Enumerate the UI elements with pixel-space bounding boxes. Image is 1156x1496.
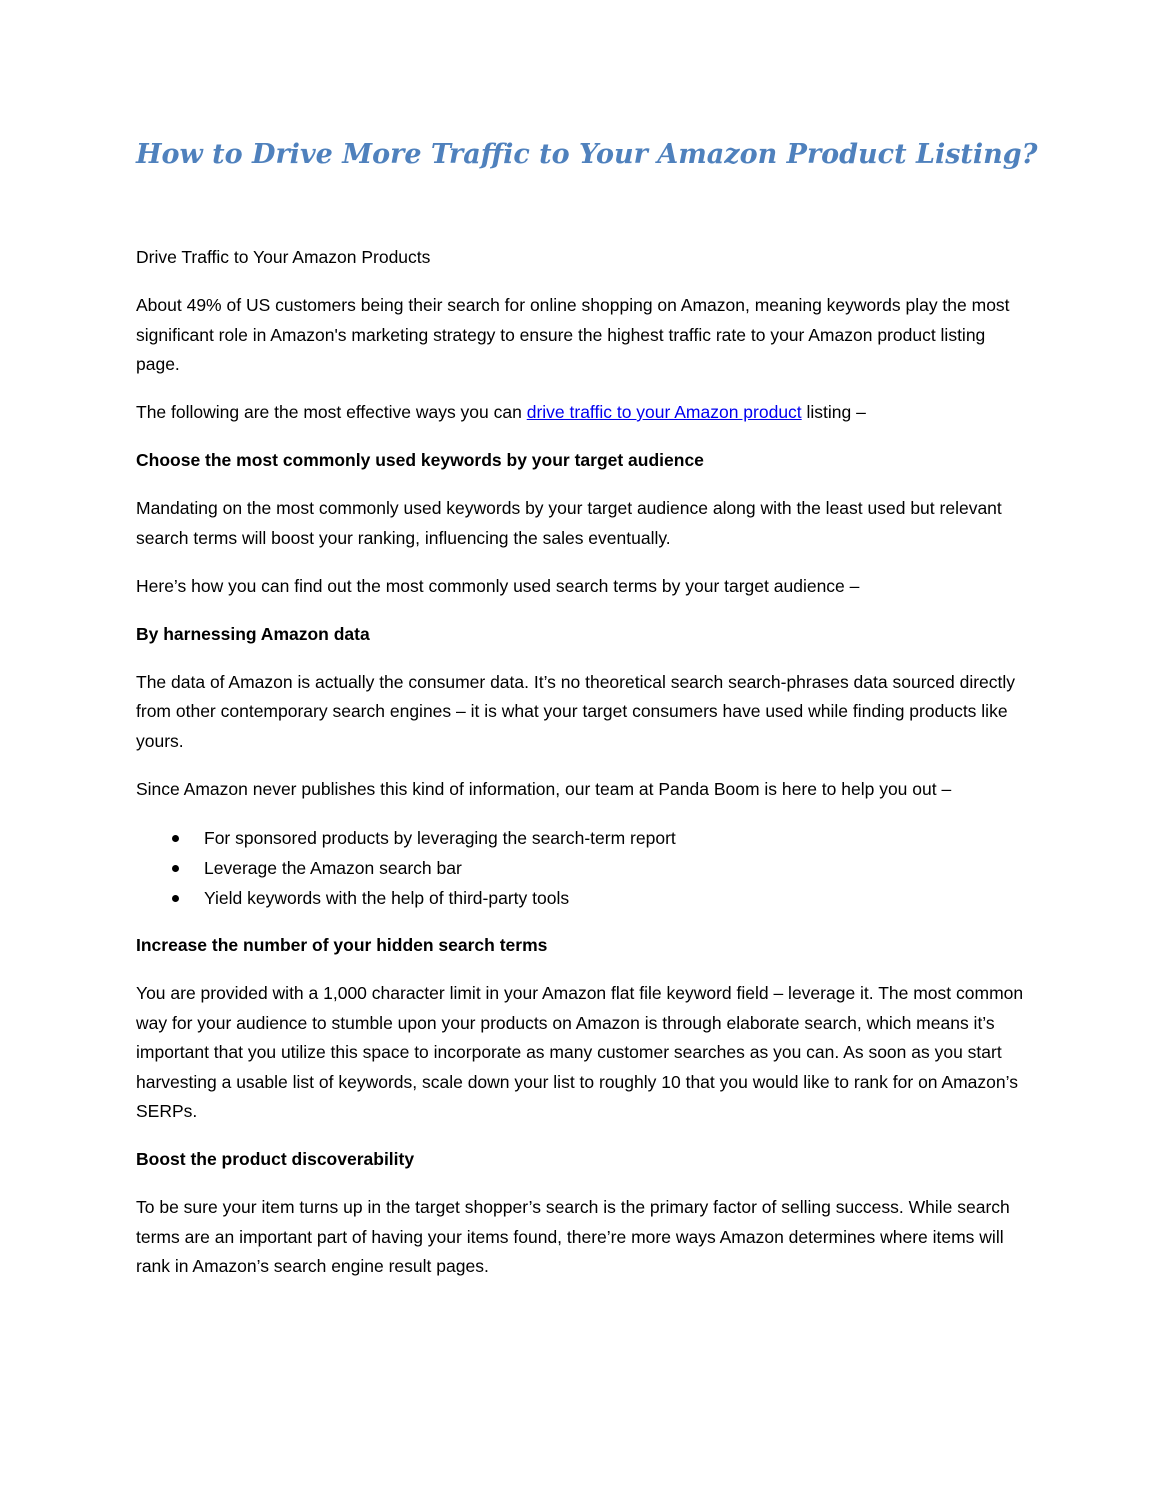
list-item [136,883,1026,913]
list-item [136,823,1026,853]
section-heading-hidden-search-terms: Increase the number of your hidden search terms [136,935,548,955]
paragraph-mandating-keywords: Mandating on the most commonly used keywords by your target audience along with the least used but relevant search terms will boost your ranking, influencing the sales eventually. [136,498,1002,548]
paragraph-search-statistics: About 49% of US customers being their search for online shopping on Amazon, meaning keywords play the most significant role in Amazon's marketing strategy to ensure the highest traffic rate to your Amazon product listing page. [136,295,1010,374]
paragraph-panda-boom: Since Amazon never publishes this kind of information, our team at Panda Boom is here to help you out – [136,778,952,799]
bullet-icon [172,835,179,842]
drive-traffic-link[interactable]: drive traffic to your Amazon product [526,402,802,422]
document-body [136,243,1026,1300]
paragraph-effective-ways-tail: listing – [801,402,866,422]
paragraph-selling-success: To be sure your item turns up in the target shopper’s search is the primary factor of selling success. While search terms are an important part of having your items found, there’re more ways Amazon determines where items will rank in Amazon’s search engine result pages. [136,1197,1010,1276]
paragraph-consumer-data: The data of Amazon is actually the consumer data. It’s no theoretical search search-phrases data sourced directly from other contemporary search engines – it is what your target consumers have used while finding products like yours. [136,671,1016,751]
paragraph-effective-ways-lead: The following are the most effective ways you can [136,402,527,422]
bullet-icon [172,865,179,872]
paragraph-effective-ways [136,398,1026,428]
bullet-list [136,823,1026,913]
document-title: How to Drive More Traffic to Your Amazon Product Listing? [136,139,1038,170]
bullet-icon [172,895,179,902]
list-item-text: Leverage the Amazon search bar [204,857,462,878]
intro-heading: Drive Traffic to Your Amazon Products [136,247,431,267]
list-item-text: Yield keywords with the help of third-party tools [204,887,570,908]
section-heading-amazon-data: By harnessing Amazon data [136,623,370,644]
list-item [136,853,1026,883]
paragraph-find-search-terms: Here’s how you can find out the most commonly used search terms by your target audience – [136,575,860,596]
section-heading-keywords: Choose the most commonly used keywords by your target audience [136,450,704,470]
list-item-text: For sponsored products by leveraging the search-term report [204,827,676,848]
paragraph-character-limit: You are provided with a 1,000 character limit in your Amazon flat file keyword field – leverage it. The most common way for your audience to stumble upon your products on Amazon is through elaborate search, which means it’s important that you utilize this space to incorporate as many customer searches as you can. As soon as you start harvesting a usable list of keywords, scale down your list to roughly 10 that you would like to rank for on Amazon’s SERPs. [136,983,1024,1121]
section-heading-discoverability: Boost the product discoverability [136,1149,415,1169]
